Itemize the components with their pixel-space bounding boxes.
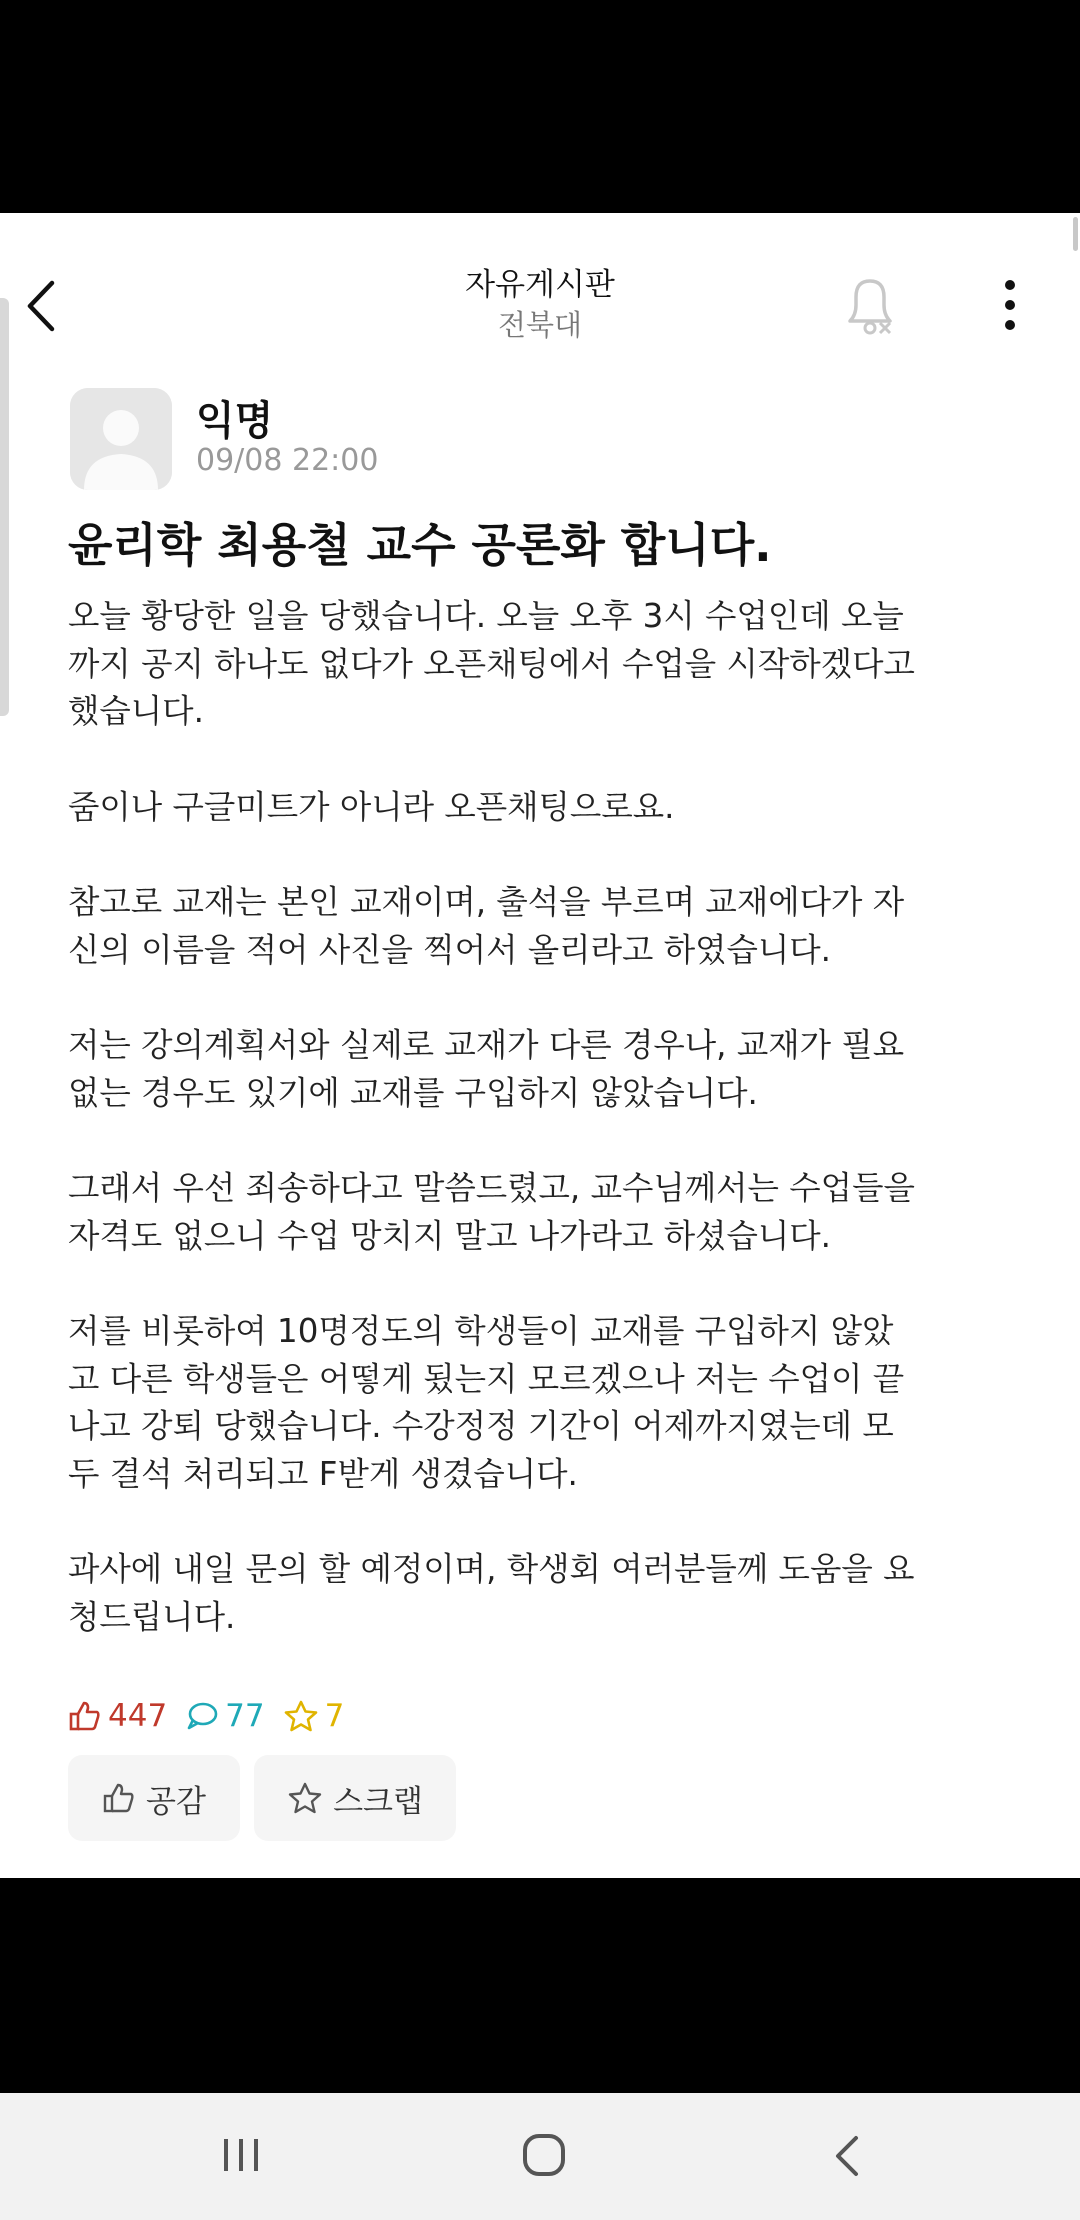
post-line: 오늘 황당한 일을 당했습니다. 오늘 오후 3시 수업인데 오늘 [68,597,904,635]
more-options-button[interactable] [990,275,1030,335]
recent-apps-button[interactable] [218,2135,264,2175]
system-back-button[interactable] [830,2133,866,2179]
star-icon [283,1699,319,1733]
post-line: 저는 강의계획서와 실제로 교재가 다른 경우나, 교재가 필요 [68,1026,905,1064]
scrap-button-label: 스크랩 [333,1783,423,1820]
back-button[interactable] [18,273,64,339]
scrap-stat [283,1698,345,1734]
post-paragraph [68,593,1028,736]
post-line: 까지 공지 하나도 없다가 오픈채팅에서 수업을 시작하겠다고 [68,644,915,683]
like-button[interactable] [68,1755,240,1841]
system-navigation-bar [0,2093,1080,2220]
star-icon [287,1781,323,1815]
notification-toggle-button[interactable] [840,273,900,339]
like-stat [68,1698,167,1734]
scrap-count: 7 [324,1698,345,1734]
home-icon [520,2131,568,2179]
post-line: 참고로 교재는 본인 교재이며, 출석을 부르며 교재에다가 자 [68,883,905,921]
comment-icon [185,1699,219,1733]
post-line: 나고 강퇴 당했습니다. 수강정정 기간이 어제까지였는데 모 [68,1407,894,1445]
thumbs-up-icon [68,1699,102,1733]
post-body [68,593,1028,1689]
post-paragraph [68,879,1028,974]
board-title: 자유게시판 [465,267,615,303]
top-black-bar [0,0,1080,213]
board-subtitle: 전북대 [497,308,583,342]
app-screen [0,213,1080,1878]
like-button-label: 공감 [146,1783,206,1820]
post-line: 그래서 우선 죄송하다고 말씀드렸고, 교수님께서는 수업들을 [68,1169,915,1207]
post-line: 고 다른 학생들은 어떻게 됬는지 모르겠으나 저는 수업이 끝 [68,1359,905,1398]
chevron-left-icon [18,273,64,339]
post-title: 윤리학 최용철 교수 공론화 합니다. [68,518,772,572]
like-count: 447 [108,1698,168,1734]
scroll-indicator [1073,217,1078,251]
post-paragraph [68,784,1028,832]
post-line: 했습니다. [68,692,204,730]
post-line: 줌이나 구글미트가 아니라 오픈채팅으로요. [68,787,675,826]
post-line: 두 결석 처리되고 F받게 생겼습니다. [68,1454,578,1493]
post-paragraph [68,1308,1028,1498]
bell-off-icon [840,273,900,339]
post-stats [68,1691,362,1741]
comment-stat [185,1698,264,1734]
post-line: 과사에 내일 문의 할 예정이며, 학생회 여러분들께 도움을 요 [68,1550,915,1588]
edge-panel-handle[interactable] [0,298,9,716]
anonymous-avatar-icon [70,388,172,490]
comment-count: 77 [225,1698,265,1734]
post-line: 청드립니다. [68,1597,236,1636]
back-arrow-icon [830,2133,866,2179]
post-line: 없는 경우도 있기에 교재를 구입하지 않았습니다. [68,1073,758,1112]
thumbs-up-icon [102,1781,136,1815]
more-vertical-icon [990,275,1030,335]
recent-apps-icon [218,2135,264,2175]
post-timestamp: 09/08 22:00 [196,443,379,478]
home-button[interactable] [520,2131,568,2179]
post-paragraph [68,1546,1028,1641]
post-line: 자격도 없으니 수업 망치지 말고 나가라고 하셨습니다. [68,1216,832,1255]
post-line: 저를 비롯하여 10명정도의 학생들이 교재를 구입하지 않았 [68,1312,894,1350]
post-paragraph [68,1022,1028,1117]
author-name: 익명 [196,398,274,444]
avatar [70,388,172,490]
post-paragraph [68,1165,1028,1260]
post-line: 신의 이름을 적어 사진을 찍어서 올리라고 하였습니다. [68,930,832,969]
scrap-button[interactable] [254,1755,456,1841]
